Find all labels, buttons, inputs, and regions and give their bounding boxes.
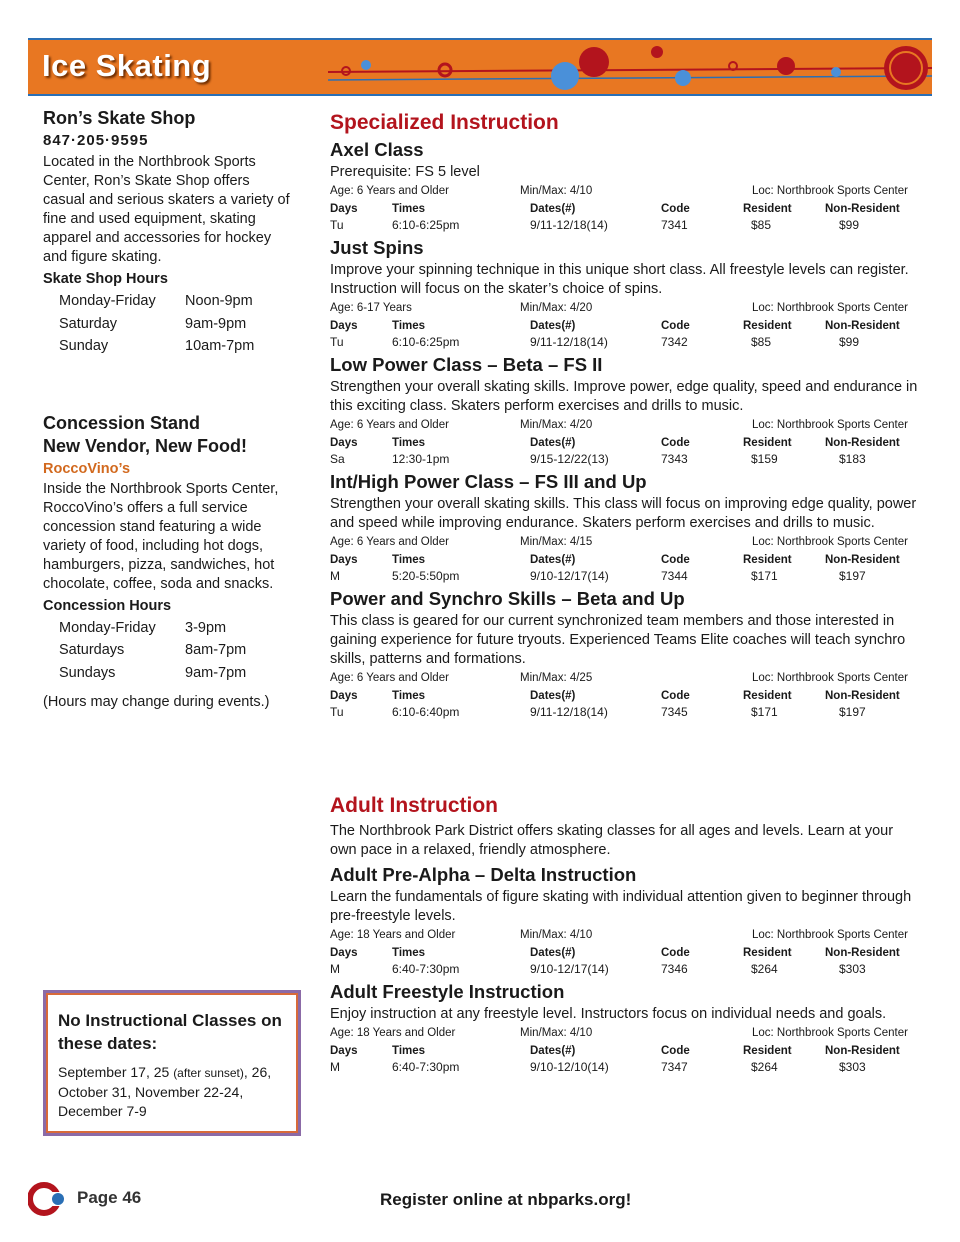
page-number: Page 46 [77,1188,142,1207]
header-nonresident: Non-Resident [825,1045,900,1057]
cell-dates: 9/10-12/10(14) [530,1060,609,1074]
header-days: Days [330,203,358,215]
concession-hours-title: Concession Hours [43,597,172,614]
cell-code: 7344 [661,569,688,583]
class-meta [330,536,922,552]
hours-time: Noon-9pm [185,293,253,310]
header-dates: Dates(#) [530,203,576,215]
cell-times: 6:40-7:30pm [392,962,460,976]
table-header [330,435,922,451]
notice-dates-b: , 26, October 31, November 22-24, December 7-9 [58,1064,272,1119]
class-location: Loc: Northbrook Sports Center [752,185,908,197]
cell-times: 6:40-7:30pm [392,1060,460,1074]
table-row [330,334,922,350]
class-minmax: Min/Max: 4/15 [520,536,593,548]
table-row [330,217,922,233]
specialized-section [330,111,922,720]
cell-code: 7346 [661,962,688,976]
header-days: Days [330,437,358,449]
cell-times: 6:10-6:40pm [392,705,460,719]
class-age: Age: 6 Years and Older [330,185,449,197]
table-row [330,568,922,584]
hours-day: Sunday [59,338,109,355]
class-meta [330,929,922,945]
header-resident: Resident [743,320,792,332]
no-classes-notice [43,990,301,1136]
concession-title: Concession Stand [43,412,201,433]
header-code: Code [661,690,690,702]
cell-nonresident: $197 [839,569,866,583]
hours-day: Saturday [59,315,118,332]
class-location: Loc: Northbrook Sports Center [752,419,908,431]
class-minmax: Min/Max: 4/25 [520,672,593,684]
concession-description: Inside the Northbrook Sports Center, RoccoVino’s offers a full service concession stand featuring a wide variety of food, including hot dogs, hamburgers, pizza, sandwiches, hot chocolate, coffee, soda and snacks. [43,480,279,592]
cell-days: Tu [330,335,344,349]
section-title: Specialized Instruction [330,111,559,134]
table-row [330,1059,922,1075]
class-minmax: Min/Max: 4/20 [520,302,593,314]
class-table [330,552,922,584]
cell-times: 5:20-5:50pm [392,569,460,583]
cell-resident: $171 [751,705,778,719]
header-nonresident: Non-Resident [825,320,900,332]
header-nonresident: Non-Resident [825,203,900,215]
cell-nonresident: $303 [839,962,866,976]
header-times: Times [392,203,426,215]
header-dates: Dates(#) [530,947,576,959]
header-times: Times [392,320,426,332]
class-minmax: Min/Max: 4/10 [520,929,593,941]
shop-hours-title: Skate Shop Hours [43,271,168,287]
class-block [330,864,922,977]
header-times: Times [392,1045,426,1057]
cell-nonresident: $99 [839,218,860,232]
class-location: Loc: Northbrook Sports Center [752,672,908,684]
header-resident: Resident [743,690,792,702]
hours-row [59,617,293,640]
header-nonresident: Non-Resident [825,554,900,566]
hours-time: 9am-9pm [185,315,247,332]
cell-nonresident: $303 [839,1060,866,1074]
class-description: This class is geared for our current synchronized team members and those interested in gaining experience for future tryouts. Experienced Teams Elite coaches will teach synchro skills, patterns and formations. [330,613,906,667]
cell-resident: $159 [751,452,778,466]
cell-code: 7342 [661,335,688,349]
cell-code: 7341 [661,218,688,232]
cell-times: 6:10-6:25pm [392,335,460,349]
class-table [330,201,922,233]
class-age: Age: 6 Years and Older [330,672,449,684]
header-code: Code [661,947,690,959]
cell-resident: $85 [751,335,772,349]
header-days: Days [330,947,358,959]
class-table [330,688,922,720]
cell-code: 7347 [661,1060,688,1074]
class-block [330,139,922,233]
class-title: Power and Synchro Skills – Beta and Up [330,588,685,609]
hours-day: Monday-Friday [59,619,156,636]
class-location: Loc: Northbrook Sports Center [752,1027,908,1039]
register-link[interactable]: Register online at nbparks.org! [380,1190,632,1209]
header-times: Times [392,947,426,959]
hours-row [59,290,293,313]
class-age: Age: 6 Years and Older [330,419,449,431]
header-resident: Resident [743,437,792,449]
notice-dates-note: (after sunset) [173,1066,244,1080]
vendor-name: RoccoVino’s [43,460,131,477]
class-location: Loc: Northbrook Sports Center [752,929,908,941]
header-dates: Dates(#) [530,437,576,449]
header-nonresident: Non-Resident [825,947,900,959]
header-times: Times [392,690,426,702]
hours-row [59,313,293,336]
hours-row [59,335,293,358]
notice-dates [58,1063,286,1121]
cell-nonresident: $99 [839,335,860,349]
cell-resident: $264 [751,1060,778,1074]
class-list [330,139,922,720]
header-days: Days [330,320,358,332]
class-description: Strengthen your overall skating skills. Improve power, edge quality, speed and endurance in this exciting class. Skaters perform exercises and drills to music. [330,379,918,414]
hours-time: 8am-7pm [185,642,247,659]
header-times: Times [392,437,426,449]
cell-days: Tu [330,705,344,719]
header-times: Times [392,554,426,566]
table-row [330,961,922,977]
concession-hours-list [59,617,293,685]
class-block [330,981,922,1075]
class-title: Axel Class [330,139,424,160]
shop-description: Located in the Northbrook Sports Center, Ron’s Skate Shop offers casual and serious skaters a variety of fine and used equipment, skating apparel and accessories for hockey and figure skating. [43,154,290,265]
table-header [330,688,922,704]
cell-days: Tu [330,218,344,232]
left-column [43,108,293,710]
cell-dates: 9/10-12/17(14) [530,962,609,976]
class-title: Adult Freestyle Instruction [330,981,565,1002]
cell-dates: 9/15-12/22(13) [530,452,609,466]
cell-nonresident: $197 [839,705,866,719]
header-code: Code [661,554,690,566]
shop-hours-list [59,290,293,358]
header-code: Code [661,1045,690,1057]
class-age: Age: 18 Years and Older [330,1027,456,1039]
hours-time: 9am-7pm [185,664,247,681]
class-meta [330,419,922,435]
cell-resident: $171 [751,569,778,583]
class-meta [330,1027,922,1043]
class-description: Prerequisite: FS 5 level [330,164,480,180]
table-header [330,201,922,217]
class-minmax: Min/Max: 4/10 [520,185,593,197]
cell-resident: $85 [751,218,772,232]
header-nonresident: Non-Resident [825,437,900,449]
table-header [330,552,922,568]
class-description: Improve your spinning technique in this unique short class. All freestyle levels can register. Instruction will focus on the skater’s choice of spins. [330,262,909,297]
notice-dates-a: September 17, 25 [58,1064,174,1080]
class-block [330,588,922,720]
adult-intro: The Northbrook Park District offers skating classes for all ages and levels. Learn at your own pace in a relaxed, friendly atmosphere. [330,823,894,858]
class-table [330,945,922,977]
hours-day: Monday-Friday [59,293,156,310]
header-days: Days [330,1045,358,1057]
class-block [330,471,922,584]
header-nonresident: Non-Resident [825,690,900,702]
table-row [330,704,922,720]
class-table [330,435,922,467]
hours-row [59,662,293,685]
table-header [330,1043,922,1059]
class-title: Int/High Power Class – FS III and Up [330,471,647,492]
table-header [330,318,922,334]
cell-dates: 9/10-12/17(14) [530,569,609,583]
park-district-logo [28,1182,68,1216]
header-days: Days [330,554,358,566]
class-minmax: Min/Max: 4/10 [520,1027,593,1039]
shop-phone: 847·205·9595 [43,132,149,149]
header-resident: Resident [743,947,792,959]
cell-dates: 9/11-12/18(14) [530,705,608,719]
hours-time: 3-9pm [185,619,227,636]
class-description: Enjoy instruction at any freestyle level. Instructors focus on individual needs and goals. [330,1006,887,1022]
class-table [330,1043,922,1075]
class-title: Adult Pre-Alpha – Delta Instruction [330,864,637,885]
class-title: Just Spins [330,237,424,258]
class-meta [330,185,922,201]
cell-days: Sa [330,452,345,466]
class-meta [330,302,922,318]
hours-time: 10am-7pm [185,338,255,355]
page-title: Ice Skating [42,48,212,83]
class-location: Loc: Northbrook Sports Center [752,302,908,314]
header-days: Days [330,690,358,702]
shop-title: Ron’s Skate Shop [43,108,196,128]
header-dates: Dates(#) [530,554,576,566]
header-resident: Resident [743,554,792,566]
cell-days: M [330,962,340,976]
class-block [330,237,922,350]
class-block [330,354,922,467]
header-resident: Resident [743,1045,792,1057]
cell-dates: 9/11-12/18(14) [530,335,608,349]
class-list [330,864,922,1075]
cell-days: M [330,569,340,583]
cell-nonresident: $183 [839,452,866,466]
class-meta [330,672,922,688]
notice-title: No Instructional Classes on these dates: [58,1011,282,1053]
cell-times: 6:10-6:25pm [392,218,460,232]
cell-times: 12:30-1pm [392,452,450,466]
header-code: Code [661,203,690,215]
class-age: Age: 6 Years and Older [330,536,449,548]
cell-resident: $264 [751,962,778,976]
class-location: Loc: Northbrook Sports Center [752,536,908,548]
class-table [330,318,922,350]
header-dates: Dates(#) [530,690,576,702]
cell-code: 7343 [661,452,688,466]
table-header [330,945,922,961]
class-description: Learn the fundamentals of figure skating with individual attention given to beginner through pre-freestyle levels. [330,889,912,924]
concession-subtitle: New Vendor, New Food! [43,435,248,456]
header-code: Code [661,320,690,332]
hours-day: Sundays [59,664,116,681]
table-row [330,451,922,467]
header-code: Code [661,437,690,449]
hours-note: (Hours may change during events.) [43,694,270,710]
class-description: Strengthen your overall skating skills. This class will focus on improving edge quality, power and speed while improving endurance. Skaters perform exercises and drills to music. [330,496,917,531]
hours-row [59,639,293,662]
class-minmax: Min/Max: 4/20 [520,419,593,431]
cell-code: 7345 [661,705,688,719]
header-dates: Dates(#) [530,1045,576,1057]
section-title: Adult Instruction [330,794,498,817]
class-age: Age: 6-17 Years [330,302,412,314]
cell-dates: 9/11-12/18(14) [530,218,608,232]
header-dates: Dates(#) [530,320,576,332]
class-title: Low Power Class – Beta – FS II [330,354,603,375]
hours-day: Saturdays [59,642,125,659]
header-resident: Resident [743,203,792,215]
cell-days: M [330,1060,340,1074]
adult-section [330,794,922,1075]
class-age: Age: 18 Years and Older [330,929,456,941]
page-banner [28,38,932,96]
